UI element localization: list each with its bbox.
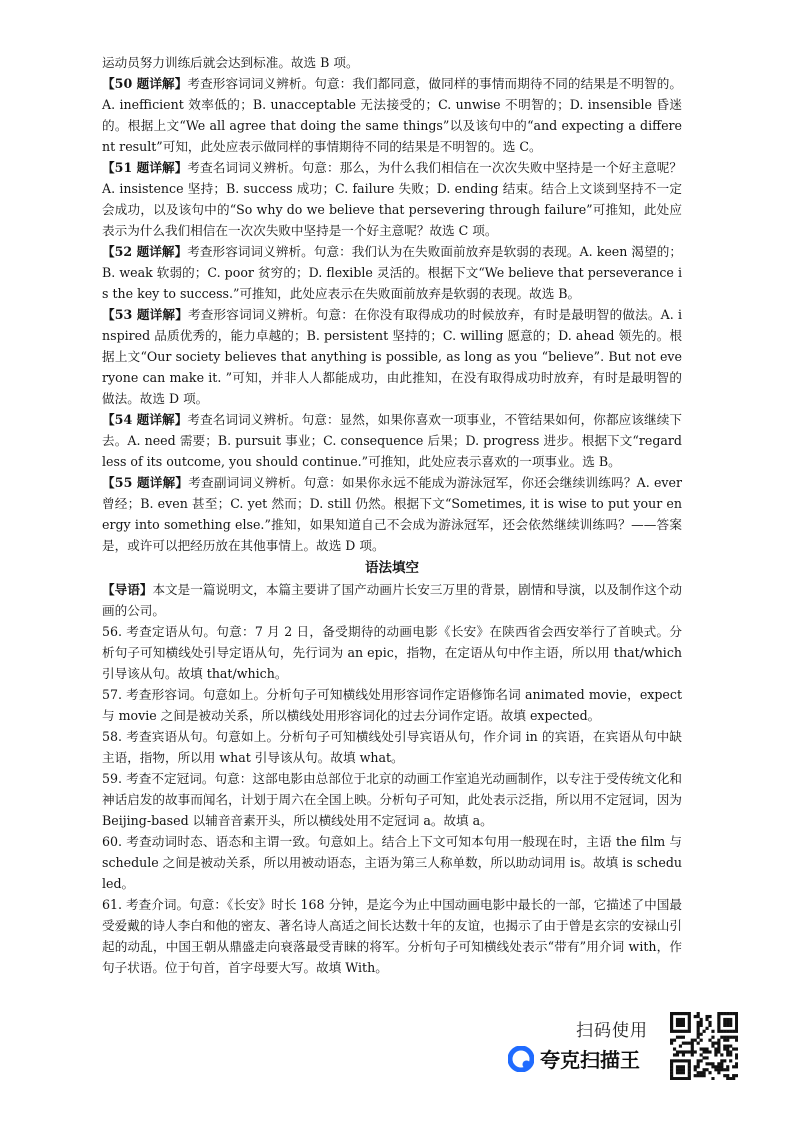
paragraph-q60: 60. 考查动词时态、语态和主谓一致。句意如上。结合上下文可知本句用一般现在时，主语 the film 与 schedule 之间是被动关系，所以用被动语态，主语为第三人称单数，所以助动词用 is。故填 is scheduled。 <box>102 834 682 891</box>
paragraph-q54: 【54 题详解】考查名词词义辨析。句意：显然，如果你喜欢一项事业，不管结果如何，你都应该继续下去。A. need 需要；B. pursuit 事业；C. consequence 后果；D. progress 进步。根据下文“regardless of its outcome, you should continue.”可推知，此处应表示喜欢的一项事业。选 B。 <box>102 412 682 469</box>
quark-logo-icon <box>508 1046 534 1072</box>
section-title: 语法填空 <box>365 560 419 576</box>
paragraph-q51: 【51 题详解】考查名词词义辨析。句意：那么，为什么我们相信在一次次失败中坚持是一个好主意呢？A. insistence 坚持；B. success 成功；C. failure 失败；D. ending 结束。结合上文谈到坚持不一定会成功，以及该句中的“So why do we believe that persevering through failure”可推知，此处应表示为什么我们相信在一次次失败中坚持是一个好主意呢？故选 C 项。 <box>102 160 682 238</box>
paragraph-q57: 57. 考查形容词。句意如上。分析句子可知横线处用形容词作定语修饰名词 animated movie，expect 与 movie 之间是被动关系，所以横线处用形容词化的过去分词作定语。故填 expected。 <box>102 687 682 723</box>
paragraph-49-end: 运动员努力训练后就会达到标准。故选 B 项。 <box>102 55 359 70</box>
paragraph-q53: 【53 题详解】考查形容词词义辨析。句意：在你没有取得成功的时候放弃，有时是最明智的做法。A. inspired 品质优秀的，能力卓越的；B. persistent 坚持的；C. willing 愿意的；D. ahead 领先的。根据上文“Our society believes that anything is possible, as long as you “believe”. But not everyone can make it. ”可知，并非人人都能成功，由此推知，在没有取得成功时放弃，有时是最明智的做法。故选 D 项。 <box>102 307 682 406</box>
paragraph-q55: 【55 题详解】考查副词词义辨析。句意：如果你永远不能成为游泳冠军，你还会继续训练吗？A. ever 曾经；B. even 甚至；C. yet 然而；D. still 仍然。根据下文“Sometimes, it is wise to put your energy into something else.”推知，如果知道自己不会成为游泳冠军，还会依然继续训练吗？——答案是，或许可以把经历放在其他事情上。故选 D 项。 <box>102 475 682 553</box>
paragraph-q50: 【50 题详解】考查形容词词义辨析。句意：我们都同意，做同样的事情而期待不同的结果是不明智的。A. inefficient 效率低的；B. unacceptable 无法接受的；C. unwise 不明智的；D. insensible 昏迷的。根据上文“We all agree that doing the same things”以及该句中的“and expecting a different result”可知，此处应表示做同样的事情期待不同的结果是不明智的。选 C。 <box>102 76 682 154</box>
paragraph-intro: 【导语】本文是一篇说明文，本篇主要讲了国产动画片长安三万里的背景，剧情和导演，以及制作这个动画的公司。 <box>102 582 683 618</box>
qr-code-icon[interactable] <box>670 1012 738 1080</box>
paragraph-q56: 56. 考查定语从句。句意：7 月 2 日，备受期待的动画电影《长安》在陕西省会西安举行了首映式。分析句子可知横线处引导定语从句，先行词为 an epic，指物，在定语从句中作主语，所以用 that/which 引导该从句。故填 that/which。 <box>102 624 682 681</box>
paragraph-q52: 【52 题详解】考查形容词词义辨析。句意：我们认为在失败面前放弃是软弱的表现。A. keen 渴望的；B. weak 软弱的；C. poor 贫穷的；D. flexible 灵活的。根据下文“We believe that perseverance is the key to success.”可推知，此处应表示在失败面前放弃是软弱的表现。故选 B。 <box>102 244 682 301</box>
paragraph-q61: 61. 考查介词。句意：《长安》时长 168 分钟，是迄今为止中国动画电影中最长的一部，它描述了中国最受爱戴的诗人李白和他的密友、著名诗人高适之间长达数十年的友谊，也揭示了由于曾是玄宗的安禄山引起的动乱，中国王朝从鼎盛走向衰落最受青睐的将军。分析句子可知横线处表示“带有”用介词 with，作句子状语。位于句首，首字母要大写。故填 With。 <box>102 897 682 975</box>
paragraph-q58: 58. 考查宾语从句。句意如上。分析句子可知横线处引导宾语从句，作介词 in 的宾语，在宾语从句中缺主语，指物，所以用 what 引导该从句。故填 what。 <box>102 729 682 765</box>
scan-label: 扫码使用 <box>576 1021 648 1041</box>
brand-name: 夸克扫描王 <box>540 1048 640 1072</box>
brand <box>508 1044 640 1073</box>
document-body <box>102 52 682 978</box>
paragraph-q59: 59. 考查不定冠词。句意：这部电影由总部位于北京的动画工作室追光动画制作，以专注于受传统文化和神话启发的故事而闻名，计划于周六在全国上映。分析句子可知，此处表示泛指，所以用不定冠词，因为 Beijing-based 以辅音音素开头，所以横线处用不定冠词 a。故填 a。 <box>102 771 682 828</box>
scanner-watermark <box>508 1010 748 1080</box>
